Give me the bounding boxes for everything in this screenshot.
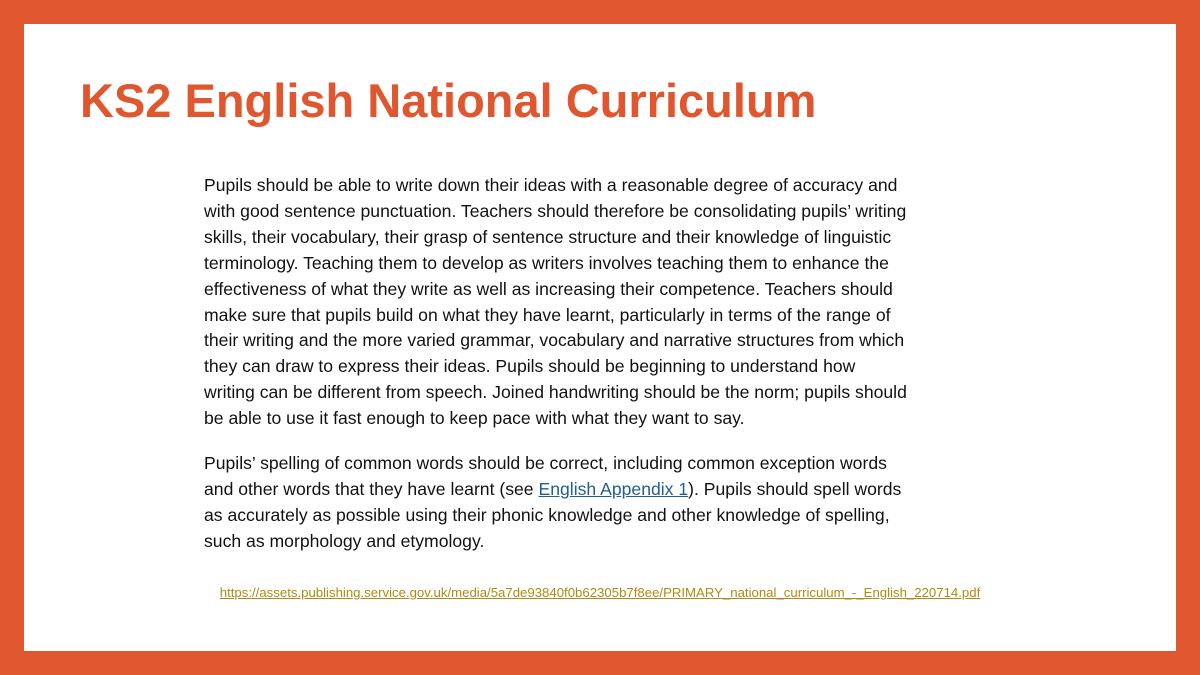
paragraph-line: as accurately as possible using their phonic knowledge and other knowledge of spelling, <box>204 504 890 525</box>
slide-title: KS2 English National Curriculum <box>80 74 817 127</box>
paragraph-text: ). Pupils should spell words <box>688 478 902 499</box>
paragraph-text: and other words that they have learnt (see <box>204 478 539 499</box>
paragraph-line: be able to use it fast enough to keep pace with what they want to say. <box>204 408 745 429</box>
paragraph-line: effectiveness of what they write as well as increasing their competence. Teachers should <box>204 278 893 299</box>
paragraph-line: skills, their vocabulary, their grasp of sentence structure and their knowledge of linguistic <box>204 226 892 247</box>
body-text <box>204 173 994 555</box>
paragraph-line: make sure that pupils build on what they have learnt, particularly in terms of the range of <box>204 304 891 325</box>
paragraph-line: with good sentence punctuation. Teachers should therefore be consolidating pupils’ writing <box>204 200 907 221</box>
paragraph-line: terminology. Teaching them to develop as writers involves teaching them to enhance the <box>204 252 889 273</box>
paragraph-line: Pupils should be able to write down their ideas with a reasonable degree of accuracy and <box>204 175 898 195</box>
paragraph-line: writing can be different from speech. Joined handwriting should be the norm; pupils should <box>204 382 907 403</box>
paragraph-line <box>204 477 994 503</box>
english-appendix-link[interactable]: English Appendix 1 <box>538 478 689 499</box>
paragraph-1 <box>204 173 994 432</box>
paragraph-2 <box>204 451 994 555</box>
paragraph-line: they can draw to express their ideas. Pupils should be beginning to understand how <box>204 356 856 377</box>
source-link[interactable]: https://assets.publishing.service.gov.uk/media/5a7de93840f0b62305b7f8ee/PRIMARY_national_curriculum_-_English_220714.pdf <box>219 585 981 600</box>
paragraph-line: their writing and the more varied grammar, vocabulary and narrative structures from which <box>204 330 905 351</box>
paragraph-line: Pupils’ spelling of common words should be correct, including common exception words <box>204 453 887 474</box>
slide <box>24 24 1176 651</box>
paragraph-line: such as morphology and etymology. <box>204 530 485 551</box>
